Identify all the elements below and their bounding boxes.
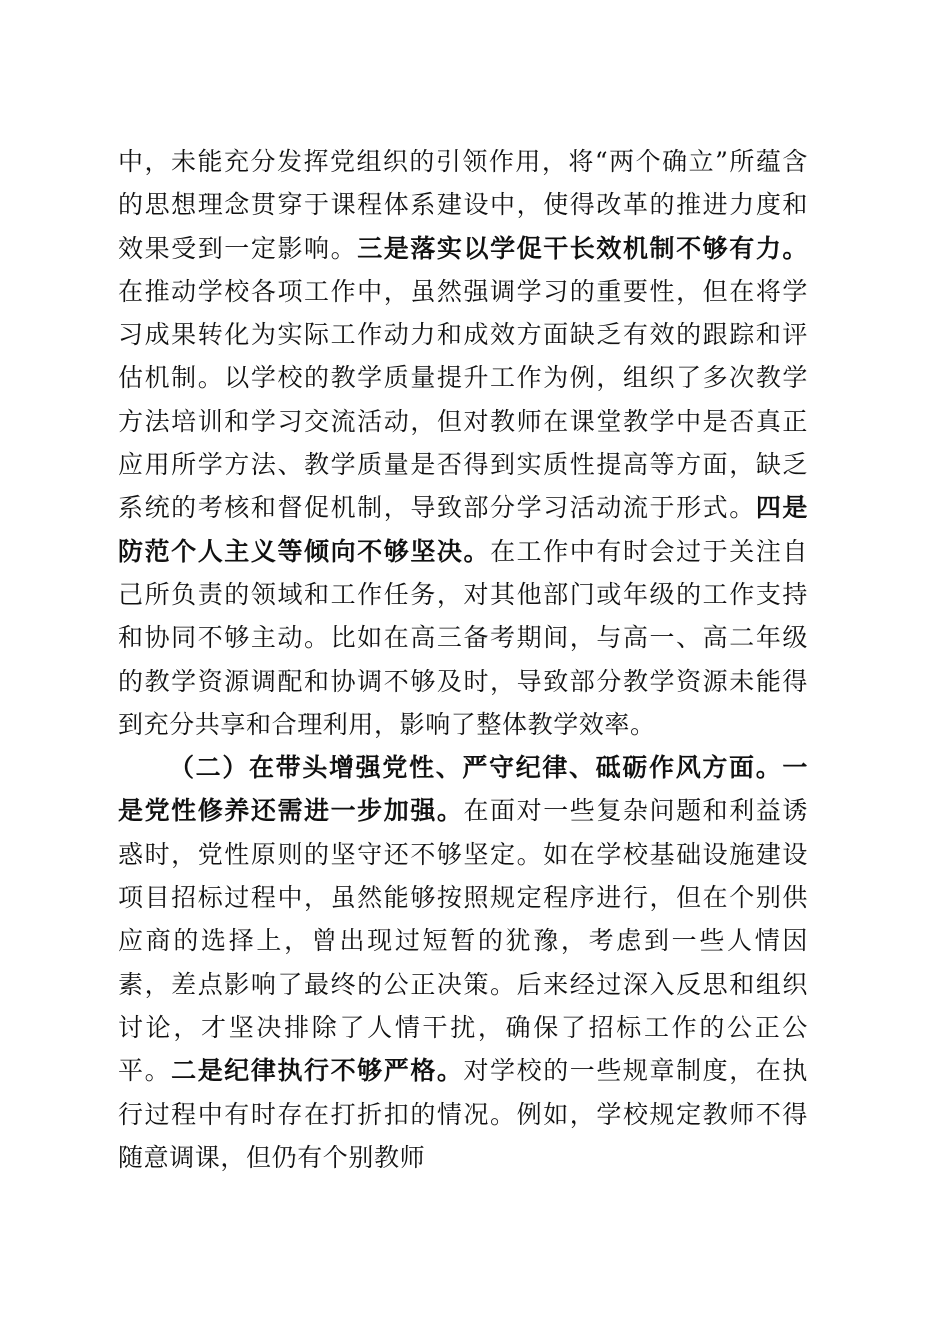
text-segment: 在面对一些复杂问题和利益诱惑时，党性原则的坚守还不够坚定。如在学校基础设施建设项目招标过程中，虽然能够按照规定程序进行，但在个别供应商的选择上，曾出现过短暂的犹豫，考虑到一些人情因素，差点影响了最终的公正决策。后来经过深入反思和组织讨论，才坚决排除了人情干扰，确保了招标工作的公正公平。 <box>118 796 808 1086</box>
text-segment: 对学校的一些规章制度，在执行过程中有时存在打折扣的情况。例如，学校规定教师不得随意调课，但仍有个别教师 <box>118 1056 808 1172</box>
paragraph-section-two <box>118 746 808 1179</box>
document-body <box>118 140 808 1179</box>
bold-heading-point-three: 三是落实以学促干长效机制不够有力。 <box>357 233 808 263</box>
bold-heading-point-four: 四是防范个人主义等倾向不够坚决。 <box>118 493 809 566</box>
text-segment: 在推动学校各项工作中，虽然强调学习的重要性，但在将学习成果转化为实际工作动力和成效方面缺乏有效的跟踪和评估机制。以学校的教学质量提升工作为例，组织了多次教学方法培训和学习交流活动，但对教师在课堂教学中是否真正应用所学方法、教学质量是否得到实质性提高等方面，缺乏系统的考核和督促机制，导致部分学习活动流于形式。 <box>118 276 808 523</box>
text-segment: 在工作中有时会过于关注自己所负责的领域和工作任务，对其他部门或年级的工作支持和协同不够主动。比如在高三备考期间，与高一、高二年级的教学资源调配和协调不够及时，导致部分教学资源未能得到充分共享和合理利用，影响了整体教学效率。 <box>118 536 808 739</box>
bold-heading-point-two: 二是纪律执行不够严格。 <box>171 1056 464 1086</box>
text-segment: 中，未能充分发挥党组织的引领作用，将“两个确立”所蕴含的思想理念贯穿于课程体系建设中，使得改革的推进力度和效果受到一定影响。 <box>118 147 808 263</box>
bold-section-heading: （二）在带头增强党性、严守纪律、砥砺作风方面。一是党性修养还需进一步加强。 <box>118 753 808 826</box>
paragraph-continuation <box>118 140 808 746</box>
